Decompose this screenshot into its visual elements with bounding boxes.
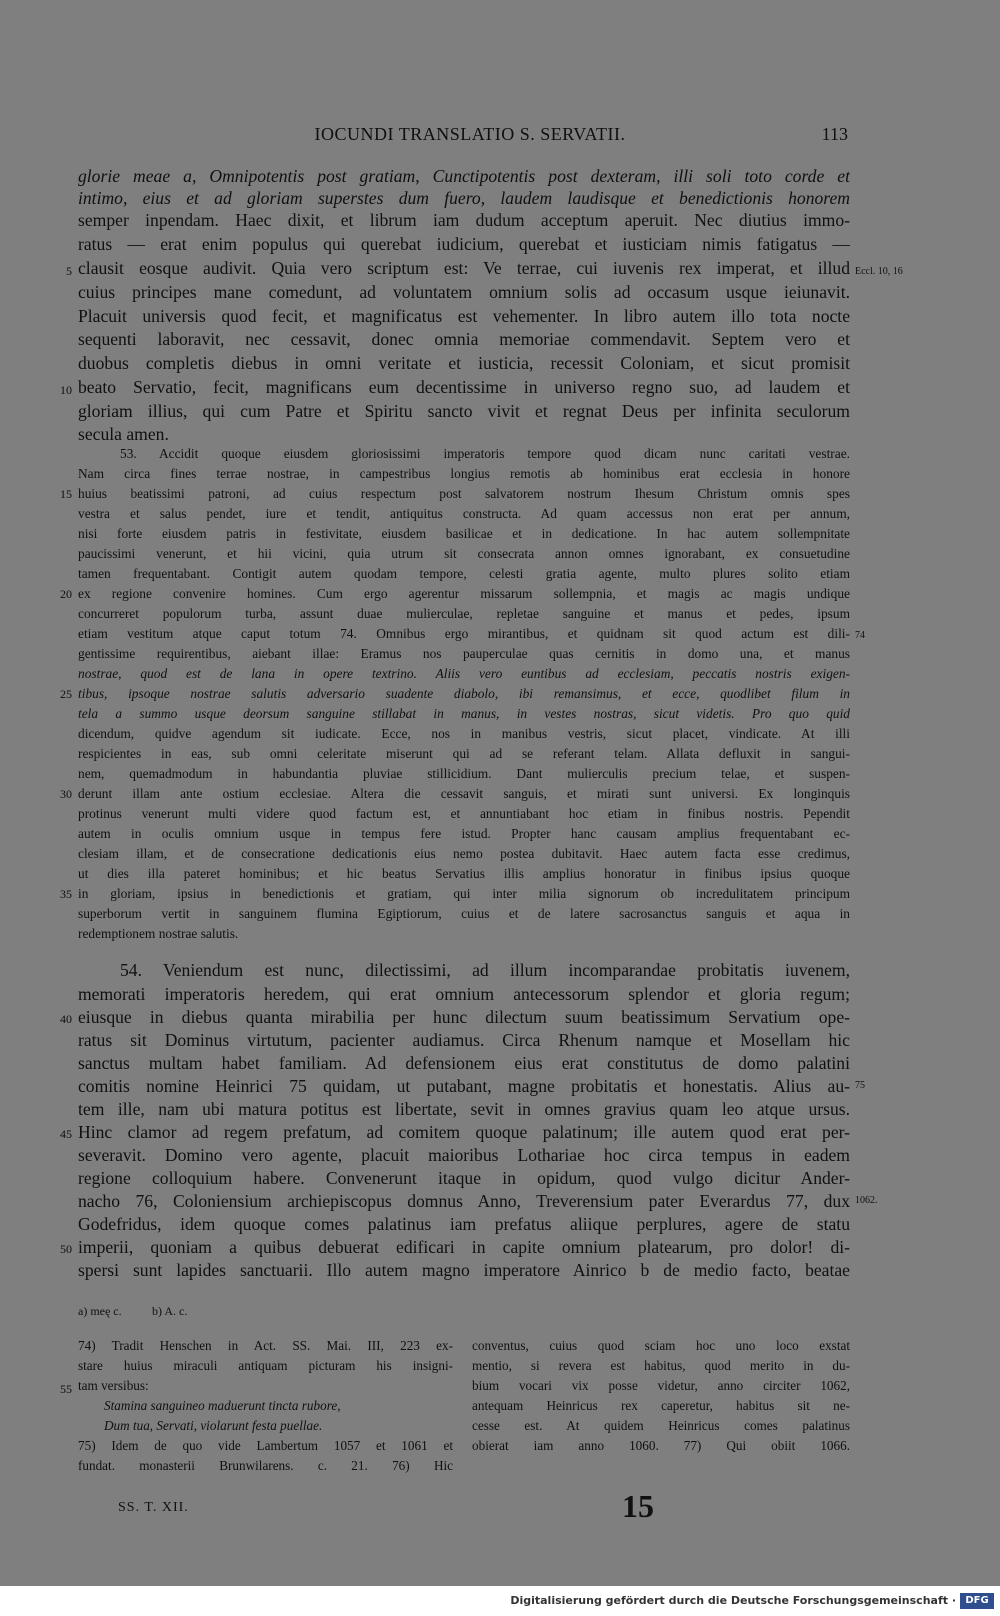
line-number: 20 <box>60 587 72 601</box>
page-number: 113 <box>821 124 848 144</box>
footnote-verse: Dum tua, Servati, violarunt festa puellae. <box>104 1418 323 1433</box>
text-line: glorie meae a, Omnipotentis post gratiam, Cunctipotentis post dexteram, illi soli toto corde et <box>78 166 850 186</box>
text-line: beato Servatio, fecit, magnificans eum decentissime in universo regno suo, ad laudem et <box>78 377 850 397</box>
text-line: nostrae, quod est de lana in opere textrino. Aliis vero euntibus ad ecclesiam, peccatis nostris exigen- <box>78 666 850 681</box>
text-line: concurreret populorum turba, assunt duae mulierculae, repletae sanguine et manus et pedes, ipsum <box>78 606 850 621</box>
line-number: 30 <box>60 787 72 801</box>
text-line: memorati imperatoris heredem, qui erat omnium antecessorum splendor et gloria regum; <box>78 984 850 1004</box>
footnote-line: obierat iam anno 1060. 77) Qui obiit 1066. <box>472 1438 850 1453</box>
text-line: Godefridus, idem quoque comes palatinus iam prefatus aliique perplures, agere de statu <box>78 1214 850 1234</box>
text-line: eiusque in diebus quanta mirabilia per hunc dilectum suum beatissimum Servatium ope- <box>78 1007 850 1027</box>
text-line: clausit eosque audivit. Quia vero scriptum est: Ve terrae, cui iuvenis rex imperat, et illud <box>78 258 850 278</box>
line-number: 15 <box>60 487 72 501</box>
text-line: semper inpendam. Haec dixit, et librum iam dudum acceptum aperuit. Nec diutius immo- <box>78 210 850 230</box>
text-line: Nam circa fines terrae nostrae, in campestribus longius remotis ab hominibus erat ecclesia in honore <box>78 466 850 481</box>
text-line: protinus venerunt multi videre quod factum est, et annuntiabant hoc etiam in finibus nostris. Pependit <box>78 806 850 821</box>
line-number: 25 <box>60 687 72 701</box>
text-line: imperii, quoniam a quibus debuerat edificari in capite omnium platearum, pro dolor! di- <box>78 1237 850 1257</box>
text-line: secula amen. <box>78 424 169 444</box>
footnote-line: mentio, si revera est habitus, quod merito in du- <box>472 1358 850 1373</box>
text-line: ratus sit Dominus virtutum, pacienter audiamus. Circa Rhenum namque et Mosellam hic <box>78 1030 850 1050</box>
variant-b: b) A. c. <box>152 1304 188 1318</box>
paragraph-54-start: 54. Veniendum est nunc, dilectissimi, ad illum incomparandae probitatis iuvenem, <box>120 960 850 980</box>
dfg-bar <box>0 1586 1000 1616</box>
footnote-line: cesse est. At quidem Heinricus comes palatinus <box>472 1418 850 1433</box>
line-number: 5 <box>66 264 72 278</box>
text-line: ratus — erat enim populus qui querebat iudicium, querebat et iusticiam nimis fatigatus — <box>78 234 850 254</box>
text-line: Hinc clamor ad regem prefatum, ad comitem quoque palatinum; ille autem quod erat per- <box>78 1122 850 1142</box>
footnote-line: fundat. monasterii Brunwilarens. c. 21. 76) Hic <box>78 1458 453 1473</box>
text-line: Placuit universis quod fecit, et magnificatus est vehementer. In libro autem illo tota nocte <box>78 306 850 326</box>
text-line: huius beatissimi patroni, ad cuius respectum post salvatorem nostrum Ihesum Christum omnis spes <box>78 486 850 501</box>
running-title: IOCUNDI TRANSLATIO S. SERVATII. <box>314 124 626 144</box>
footnote-verse: Stamina sanguineo maduerunt tincta rubore, <box>104 1398 341 1413</box>
signature-mark: SS. T. XII. <box>118 1500 189 1515</box>
text-line: paucissimi venerunt, et hii vicini, quia utrum sit consecrata annon omnes ignorabant, ex consuetudine <box>78 546 850 561</box>
text-line: nem, quemadmodum in habundantia pluviae stillicidium. Dant mulierculis precium telae, et suspen- <box>78 766 850 781</box>
text-line: comitis nomine Heinrici 75 quidam, ut putabant, magne probitatis et honestatis. Alius au- <box>78 1076 850 1096</box>
text-line: clesiam illam, et de consecratione dedicationis eius nemo postea dubitavit. Haec autem facta esse credimus, <box>78 846 850 861</box>
text-line: sanctus multam habet familiam. Ad defensionem eius erat constitutus de domo palatini <box>78 1053 850 1073</box>
footnote-line: 74) Tradit Henschen in Act. SS. Mai. III, 223 ex- <box>78 1338 453 1353</box>
paragraph-53-start: 53. Accidit quoque eiusdem gloriosissimi imperatoris tempore quod dicam nunc caritati vestrae. <box>120 446 850 461</box>
dfg-logo-icon: DFG <box>960 1593 994 1609</box>
text-line: nacho 76, Coloniensium archiepiscopus domnus Anno, Treverensium pater Everardus 77, dux <box>78 1191 850 1211</box>
footnote-line: stare huius miraculi antiquam picturam his insigni- <box>78 1358 453 1373</box>
text-line: ex regione convenire homines. Cum ergo agerentur missarum sollempnia, et magis ac magis undique <box>78 586 850 601</box>
text-line: regione colloquium habere. Convenerunt itaque in opidum, quod vulgo dicitur Ander- <box>78 1168 850 1188</box>
text-line: cuius principes mane comedunt, ad voluntatem omnium solis ad occasum usque ieiunavit. <box>78 282 850 302</box>
text-line: gentissime requirentibus, aiebant illae: Eramus nos pauperculae quas cernitis in domo una, et manus <box>78 646 850 661</box>
line-number: 55 <box>60 1382 72 1396</box>
line-number: 35 <box>60 887 72 901</box>
text-line: gloriam illius, qui cum Patre et Spiritu sancto vivit et regnat Deus per infinita seculorum <box>78 401 850 421</box>
text-line: tela a summo usque deorsum sanguine stillabat in manus, in vestes nostras, sicut videtis. Pro quo quid <box>78 706 850 721</box>
line-number: 45 <box>60 1127 72 1141</box>
line-number: 10 <box>60 383 72 397</box>
line-number: 50 <box>60 1242 72 1256</box>
text-line: tamen frequentabant. Contigit autem quodam tempore, celesti gratia agente, multo plures solito etiam <box>78 566 850 581</box>
text-line: dicendum, quidve agendum sit iudicate. Ecce, nos in manibus vestris, sicut placet, vindicate. At illi <box>78 726 850 741</box>
margin-note-citation: Eccl. 10, 16 <box>855 266 903 277</box>
footnote-line: tam versibus: <box>78 1378 149 1393</box>
variant-a: a) meę c. <box>78 1304 122 1318</box>
text-line: etiam vestitum atque caput totum 74. Omnibus ergo mirantibus, et quidnam sit quod actum est dili- <box>78 626 850 641</box>
text-line: duobus completis diebus in omni veritate et iusticia, recessit Coloniam, et sicut promisit <box>78 353 850 373</box>
text-line: tibus, ipsoque nostrae salutis adversario suadente diabolo, ibi remansimus, et ecce, quodlibet filum in <box>78 686 850 701</box>
text-line: autem in oculis omnium usque in tempus fere istud. Propter hanc causam amplius frequentabant ec- <box>78 826 850 841</box>
text-line: spersi sunt lapides sanctuarii. Illo autem magno imperatore Ainrico b de medio facto, beatae <box>78 1260 850 1280</box>
sheet-number: 15 <box>622 1488 654 1524</box>
text-line: ut dies illa pateret hominibus; et hic beatus Servatius illis amplius honoratur in finibus ipsius quoque <box>78 866 850 881</box>
margin-note-year: 1062. <box>855 1195 878 1206</box>
footnote-line: 75) Idem de quo vide Lambertum 1057 et 1061 et <box>78 1438 453 1453</box>
footnote-line: bium vocari vix posse videtur, anno circiter 1062, <box>472 1378 850 1393</box>
dfg-credit: Digitalisierung gefördert durch die Deutsche Forschungsgemeinschaft · <box>510 1594 956 1607</box>
text-line: superborum vertit in sanguinem flumina Egiptiorum, cuius et de latere sacrosanctus sanguis et aqua in <box>78 906 850 921</box>
margin-note-footnote: 75 <box>855 1080 865 1091</box>
text-line: severavit. Domino vero agente, placuit maioribus Lothariae hoc circa tempus in eadem <box>78 1145 850 1165</box>
text-line: vestra et salus pendet, iure et tendit, antiquitus constructa. Ad quam accessus non erat per annum, <box>78 506 850 521</box>
line-number: 40 <box>60 1012 72 1026</box>
margin-note-footnote: 74 <box>855 630 865 641</box>
footnote-line: conventus, cuius quod sciam hoc uno loco exstat <box>472 1338 850 1353</box>
text-line: tem ille, nam ubi matura potitus est libertate, sevit in omnes gravius quam leo atque ursus. <box>78 1099 850 1119</box>
text-line: intimo, eius et ad gloriam superstes dum fuero, laudem laudisque et benedictionis honorem <box>78 188 850 208</box>
footnote-line: antequam Heinricus rex caperetur, habitus sit ne- <box>472 1398 850 1413</box>
text-line: respicientes in eas, sub omni celeritate miserunt qui ad se referant telam. Allata defluxit in sangui- <box>78 746 850 761</box>
text-line: derunt illam ante ostium ecclesiae. Altera die cessavit sanguis, et mirati sunt universi. Ex longinquis <box>78 786 850 801</box>
text-line: nisi forte eiusdem patris in festivitate, eiusdem basilicae et in dedicatione. In hac autem sollempnitate <box>78 526 850 541</box>
text-line: redemptionem nostrae salutis. <box>78 926 239 941</box>
text-line: sequenti laboravit, nec cessavit, donec omnia memoriae commendavit. Septem vero et <box>78 329 850 349</box>
text-line: in gloriam, ipsius in benedictionis et gratiam, qui inter milia signorum ob incredulitatem principum <box>78 886 850 901</box>
